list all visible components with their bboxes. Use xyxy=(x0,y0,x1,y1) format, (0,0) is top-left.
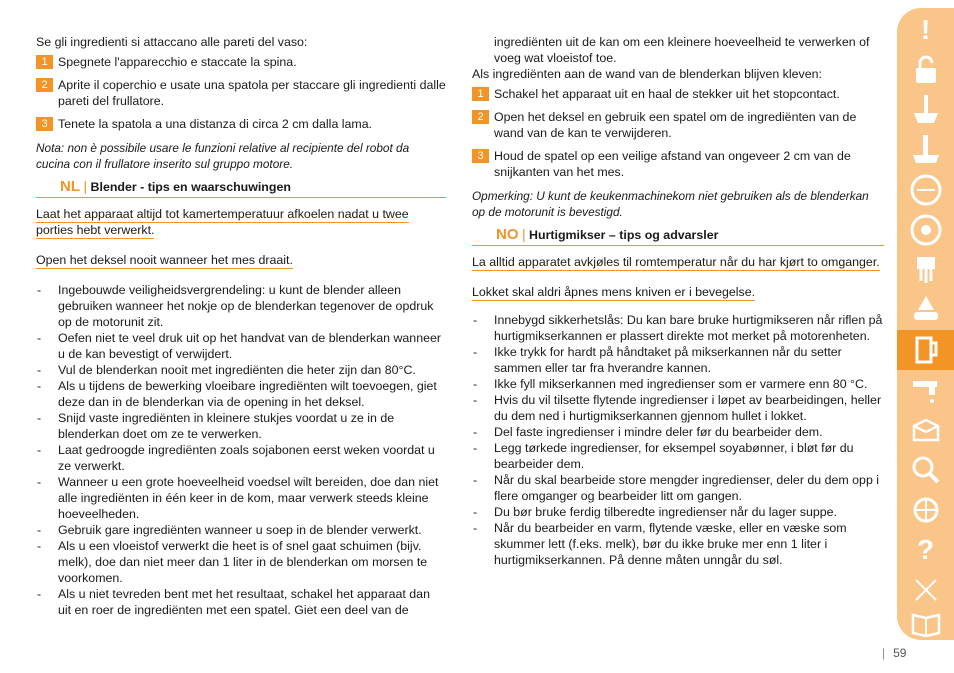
section-heading-nl xyxy=(36,178,446,198)
list-item-text: Ingebouwde veiligheidsvergrendeling: u kunt de blender alleen gebruiken wanneer het nokje op de blenderkan tegenover de opdruk op de motorunit zit. xyxy=(58,283,434,329)
step-item xyxy=(36,77,446,109)
list-item xyxy=(472,472,884,504)
kneading-hook-icon[interactable] xyxy=(897,250,954,290)
right-column xyxy=(472,34,884,568)
list-item-text: Laat gedroogde ingrediënten zoals sojabonen eerst weken voordat u ze verwerkt. xyxy=(58,443,435,473)
bullet-dash: - xyxy=(37,443,42,457)
step-text: Tenete la spatola a una distanza di circa 2 cm dalla lama. xyxy=(58,117,373,131)
chapter-sidebar xyxy=(897,8,954,640)
bullet-dash: - xyxy=(473,393,478,407)
list-item xyxy=(36,330,446,362)
list-item-text: Når du skal bearbeide store mengder ingredienser, deler du dem opp i flere omganger og bearbeider litt om gangen. xyxy=(494,473,880,503)
section-heading-no xyxy=(472,226,884,246)
step-text: Spegnete l'apparecchio e staccate la spina. xyxy=(58,55,297,69)
bullet-list-nl xyxy=(36,282,446,618)
list-item-text: Gebruik gare ingrediënten wanneer u soep in de blender verwerkt. xyxy=(58,523,422,537)
list-item xyxy=(36,586,446,618)
bullet-dash: - xyxy=(473,441,478,455)
list-item-text: Als u een vloeistof verwerkt die heet is of snel gaat schuimen (bijv. melk), doe dan niet meer dan 1 liter in de blenderkan om morsen te voorkomen. xyxy=(58,539,428,585)
language-code: NO xyxy=(496,226,519,243)
list-item xyxy=(472,392,884,424)
step-item xyxy=(36,116,446,132)
list-item xyxy=(36,410,446,442)
step-text: Aprite il coperchio e usate una spatola per staccare gli ingredienti dalle pareti del frullatore. xyxy=(58,78,446,108)
list-item xyxy=(472,344,884,376)
list-item xyxy=(36,282,446,330)
list-item-text: Als u tijdens de bewerking vloeibare ingrediënten wilt toevoegen, giet deze dan in de blenderkan via de opening in het deksel. xyxy=(58,379,437,409)
step-number: 1 xyxy=(472,87,489,101)
tap-icon[interactable] xyxy=(897,370,954,410)
grater-disc-icon[interactable] xyxy=(897,210,954,250)
warning-1: Laat het apparaat altijd tot kamertemperatuur afkoelen nadat u twee porties hebt verwerkt. xyxy=(36,207,409,237)
list-item xyxy=(36,538,446,586)
language-code: NL xyxy=(60,178,80,195)
globe-icon[interactable] xyxy=(897,490,954,530)
slicer-disc-icon[interactable] xyxy=(897,170,954,210)
exclamation-icon[interactable]: ! xyxy=(920,14,931,45)
bullet-dash: - xyxy=(37,411,42,425)
left-column xyxy=(36,34,446,618)
bullet-dash: - xyxy=(473,345,478,359)
list-item xyxy=(472,312,884,344)
list-item xyxy=(472,440,884,472)
bullet-dash: - xyxy=(473,377,478,391)
list-item-text: Hvis du vil tilsette flytende ingredienser i løpet av bearbeidingen, heller du dem ned i hurtigmikserkannen gjennom hullet i lokket. xyxy=(494,393,882,423)
list-item xyxy=(472,376,884,392)
bullet-dash: - xyxy=(37,539,42,553)
list-item xyxy=(36,378,446,410)
separator: | xyxy=(83,178,88,194)
list-item-text: Legg tørkede ingredienser, for eksempel soyabønner, i bløt før du bearbeider dem. xyxy=(494,441,854,471)
list-item xyxy=(472,520,884,568)
tall-blender-icon[interactable] xyxy=(897,130,954,170)
bullet-dash: - xyxy=(37,523,42,537)
list-item-text: Wanneer u een grote hoeveelheid voedsel wilt bereiden, doe dan niet alle ingrediënten in één keer in de kom, maar verwerk steeds kleine hoeveelheden. xyxy=(58,475,439,521)
steps-nl xyxy=(472,86,884,180)
step-number: 3 xyxy=(472,149,489,163)
storage-box-icon[interactable] xyxy=(897,410,954,450)
bullet-dash: - xyxy=(37,331,42,345)
step-number: 2 xyxy=(472,110,489,124)
bullet-dash: - xyxy=(37,475,42,489)
step-item xyxy=(472,109,884,141)
bullet-dash: - xyxy=(37,587,42,601)
list-item xyxy=(472,504,884,520)
list-item-text: Når du bearbeider en varm, flytende væske, eller en væske som skummer lett (f.eks. melk), bør du ikke bruke mer enn 1 liter i hurtigmikserkannen. På denne måten unngår du søl. xyxy=(494,521,847,567)
bullet-dash: - xyxy=(37,283,42,297)
intro-text: Als ingrediënten aan de wand van de blenderkan blijven kleven: xyxy=(472,67,822,81)
list-item xyxy=(36,522,446,538)
bullet-dash: - xyxy=(37,363,42,377)
continued-text: ingrediënten uit de kan om een kleinere hoeveelheid te verwerken of voeg wat vloeistof toe. xyxy=(494,35,870,65)
step-number: 3 xyxy=(36,117,53,131)
separator: | xyxy=(521,226,526,242)
note-it: Nota: non è possibile usare le funzioni relative al recipiente del robot da cucina con il frullatore inserito sul gruppo motore. xyxy=(36,141,410,171)
list-item-text: Vul de blenderkan nooit met ingrediënten die heter zijn dan 80°C. xyxy=(58,363,416,377)
list-item-text: Innebygd sikkerhetslås: Du kan bare bruke hurtigmikseren når riflen på hurtigmikserkannen er plassert direkte mot merket på motorenheten. xyxy=(494,313,883,343)
step-item xyxy=(472,148,884,180)
list-item-text: Du bør bruke ferdig tilberedte ingredienser når du lager suppe. xyxy=(494,505,838,519)
page-number: | 59 xyxy=(882,646,907,660)
list-item-text: Oefen niet te veel druk uit op het handvat van de blenderkan wanneer u de kan bevestigt of verwijdert. xyxy=(58,331,441,361)
question-icon[interactable]: ? xyxy=(916,534,935,565)
bullet-list-no xyxy=(472,312,884,568)
step-text: Open het deksel en gebruik een spatel om de ingrediënten van de wand van de kan te verwijderen. xyxy=(494,110,857,140)
list-item xyxy=(36,442,446,474)
warning-2: Lokket skal aldri åpnes mens kniven er i bevegelse. xyxy=(472,285,756,299)
bullet-dash: - xyxy=(473,505,478,519)
list-item xyxy=(36,474,446,522)
book-icon[interactable] xyxy=(897,604,954,644)
intro-text: Se gli ingredienti si attaccano alle pareti del vaso: xyxy=(36,35,308,49)
warning-1: La alltid apparatet avkjøles til romtemperatur når du har kjørt to omganger. xyxy=(472,255,880,269)
list-item-text: Del faste ingredienser i mindre deler før du bearbeider dem. xyxy=(494,425,823,439)
steps-it xyxy=(36,54,446,132)
jug-icon[interactable] xyxy=(897,330,954,370)
list-item-text: Ikke fyll mikserkannen med ingredienser som er varmere enn 80 °C. xyxy=(494,377,868,391)
bullet-dash: - xyxy=(473,521,478,535)
magnifier-icon[interactable] xyxy=(897,450,954,490)
separator: | xyxy=(882,646,886,660)
step-number: 2 xyxy=(36,78,53,92)
citrus-press-icon[interactable] xyxy=(897,290,954,330)
step-text: Houd de spatel op een veilige afstand van ongeveer 2 cm van de snijkanten van het mes. xyxy=(494,149,851,179)
note-nl: Opmerking: U kunt de keukenmachinekom niet gebruiken als de blenderkan op de motorunit is bevestigd. xyxy=(472,189,869,219)
list-item xyxy=(472,424,884,440)
bullet-dash: - xyxy=(473,473,478,487)
list-item-text: Als u niet tevreden bent met het resultaat, schakel het apparaat dan uit en roer de ingrediënten met een spatel. Giet een deel van de xyxy=(58,587,430,617)
list-item-text: Ikke trykk for hardt på håndtaket på mikserkannen når du setter sammen eller tar fra hverandre kannen. xyxy=(494,345,842,375)
list-item-text: Snijd vaste ingrediënten in kleinere stukjes voordat u ze in de blenderkan doet om ze te verwerken. xyxy=(58,411,395,441)
section-title: Hurtigmikser – tips og advarsler xyxy=(529,228,719,242)
step-text: Schakel het apparaat uit en haal de stekker uit het stopcontact. xyxy=(494,87,840,101)
list-item xyxy=(36,362,446,378)
warning-2: Open het deksel nooit wanneer het mes draait. xyxy=(36,253,293,267)
step-item xyxy=(472,86,884,102)
section-title: Blender - tips en waarschuwingen xyxy=(90,180,291,194)
step-number: 1 xyxy=(36,55,53,69)
bullet-dash: - xyxy=(473,425,478,439)
blender-icon[interactable] xyxy=(897,90,954,130)
bullet-dash: - xyxy=(473,313,478,327)
padlock-icon[interactable] xyxy=(897,50,954,90)
bullet-dash: - xyxy=(37,379,42,393)
step-item xyxy=(36,54,446,70)
